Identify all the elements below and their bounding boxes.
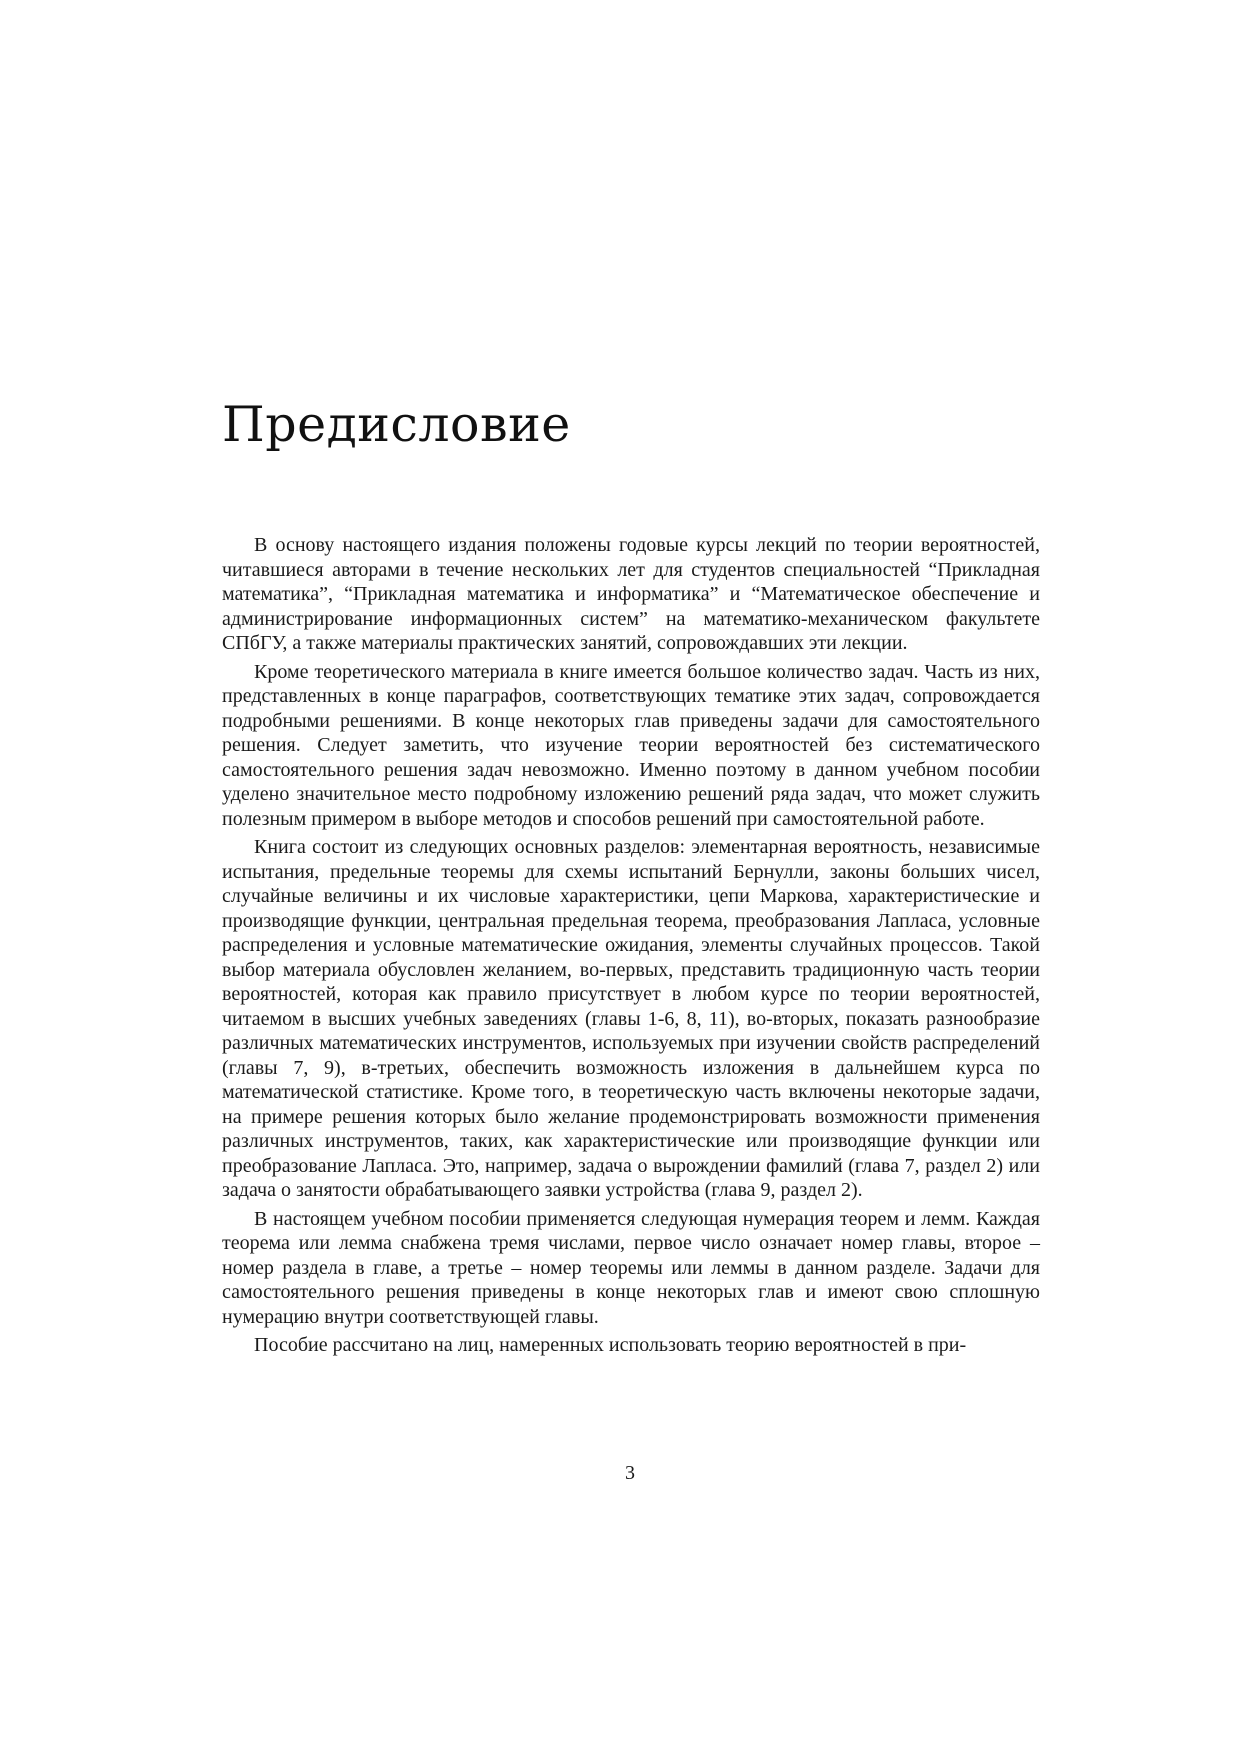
paragraph: В настоящем учебном пособии применяется следующая нумерация теорем и лемм. Каждая теорема или лемма снабжена тремя числами, первое число означает номер главы, второе – номер раздела в главе, а третье – номер теоремы или леммы в данном разделе. Задачи для самостоятельного решения приведены в конце некоторых глав и имеют свою сплошную нумерацию внутри соответствующей главы. [222, 1207, 1040, 1328]
paragraph: Пособие рассчитано на лиц, намеренных использовать теорию вероятностей в при- [254, 1334, 967, 1356]
paragraph: Книга состоит из следующих основных разделов: элементарная вероятность, независимые испытания, предельные теоремы для схемы испытаний Бернулли, законы больших чисел, случайные величины и их числовые характеристики, цепи Маркова, характеристические и производящие функции, центральная предельная теорема, преобразования Лапласа, условные распределения и условные математические ожидания, элементы случайных процессов. Такой выбор материала обусловлен желанием, во-первых, представить традиционную часть теории вероятностей, которая как правило присутствует в любом курсе по теории вероятностей, читаемом в высших учебных заведениях (главы 1-6, 8, 11), во-вторых, показать разнообразие различных математических инструментов, используемых при изучении свойств распределений (главы 7, 9), в-третьих, обеспечить возможность изложения в дальнейшем курса по математической статистике. Кроме того, в теоретическую часть включены некоторые задачи, на примере решения которых было желание продемонстрировать возможности применения различных инструментов, таких, как характеристические или производящие функции или преобразование Лапласа. Это, например, задача о вырождении фамилий (глава 7, раздел 2) или задача о занятости обрабатывающего заявки устройства (глава 9, раздел 2). [222, 836, 1040, 1201]
preface-body [222, 533, 1040, 1362]
page-number: 3 [625, 1462, 635, 1484]
paragraph: Кроме теоретического материала в книге имеется большое количество задач. Часть из них, представленных в конце параграфов, соответствующих тематике этих задач, сопровождается подробными решениями. В конце некоторых глав приведены задачи для самостоятельного решения. Следует заметить, что изучение теории вероятностей без систематического самостоятельного решения задач невозможно. Именно поэтому в данном учебном пособии уделено значительное место подробному изложению решений ряда задач, что может служить полезным примером в выборе методов и способов решений при самостоятельной работе. [222, 660, 1040, 830]
paragraph: В основу настоящего издания положены годовые курсы лекций по теории вероятностей, читавшиеся авторами в течение нескольких лет для студентов специальностей “Прикладная математика”, “Прикладная математика и информатика” и “Математическое обеспечение и администрирование информационных систем” на математико-механическом факультете СПбГУ, а также материалы практических занятий, сопровождавших эти лекции. [222, 534, 1040, 654]
chapter-title: Предисловие [222, 396, 571, 453]
